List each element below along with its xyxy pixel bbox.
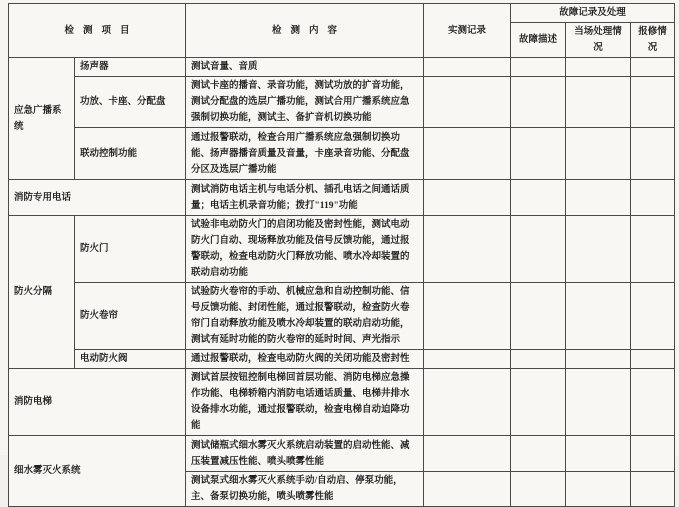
fault-desc-cell — [511, 216, 566, 283]
record-cell — [424, 216, 511, 283]
record-cell — [424, 283, 511, 350]
repair-cell — [631, 58, 675, 77]
record-cell — [424, 180, 511, 216]
item-cell: 联动控制功能 — [75, 128, 186, 180]
fault-desc-cell — [511, 369, 566, 436]
fault-desc-cell — [511, 58, 566, 77]
item-cell: 电动防火阀 — [75, 350, 186, 369]
content-cell: 试验非电动防火门的启闭功能及密封性能，测试电动防火门自动、现场释放功能及信号反馈功能，通过报警联动，检查电动防火门释放功能、喷水冷却装置的联动启动功能 — [186, 216, 424, 283]
onsite-cell — [566, 216, 631, 283]
fault-desc-cell — [511, 128, 566, 180]
onsite-cell — [566, 58, 631, 77]
repair-cell — [631, 128, 675, 180]
item-cell: 防火卷帘 — [75, 283, 186, 350]
header-onsite: 当场处理情况 — [566, 23, 631, 58]
inspection-table — [8, 3, 675, 507]
fault-desc-cell — [511, 436, 566, 472]
table-row — [9, 369, 675, 436]
onsite-cell — [566, 472, 631, 507]
system-cell-broadcast: 应急广播系统 — [9, 58, 75, 180]
fault-desc-cell — [511, 350, 566, 369]
system-cell-water-mist: 细水雾灭火系统 — [9, 436, 186, 507]
table-row — [9, 58, 675, 77]
header-content-col: 检测内容 — [186, 4, 424, 58]
record-cell — [424, 77, 511, 128]
repair-cell — [631, 436, 675, 472]
repair-cell — [631, 472, 675, 507]
header-repair: 报修情况 — [631, 23, 675, 58]
table-row — [9, 128, 675, 180]
item-cell: 防火门 — [75, 216, 186, 283]
table-row — [9, 180, 675, 216]
record-cell — [424, 472, 511, 507]
content-cell: 试验防火卷帘的手动、机械应急和自动控制功能、信号反馈功能、封闭性能，通过报警联动，检查防火卷帘门自动释放功能及喷水冷却装置的联动启动功能，测试有延时功能的防火卷帘的延时时间、声光指示 — [186, 283, 424, 350]
repair-cell — [631, 216, 675, 283]
content-cell: 测试泵式细水雾灭火系统手动/自动启、停泵功能，主、备泵切换功能，喷头喷雾性能 — [186, 472, 424, 507]
onsite-cell — [566, 350, 631, 369]
system-cell-fire-phone: 消防专用电话 — [9, 180, 186, 216]
record-cell — [424, 369, 511, 436]
repair-cell — [631, 77, 675, 128]
table-row — [9, 77, 675, 128]
repair-cell — [631, 283, 675, 350]
onsite-cell — [566, 283, 631, 350]
record-cell — [424, 436, 511, 472]
table-row — [9, 436, 675, 472]
onsite-cell — [566, 128, 631, 180]
fault-desc-cell — [511, 472, 566, 507]
table-row — [9, 283, 675, 350]
fault-desc-cell — [511, 283, 566, 350]
repair-cell — [631, 350, 675, 369]
onsite-cell — [566, 77, 631, 128]
record-cell — [424, 58, 511, 77]
header-fault-desc: 故障描述 — [511, 23, 566, 58]
content-cell: 测试首层按钮控制电梯回首层功能、消防电梯应急操作功能、电梯轿箱内消防电话通话质量、电梯井排水设备排水功能，通过报警联动，检查电梯自动迫降功能 — [186, 369, 424, 436]
onsite-cell — [566, 436, 631, 472]
content-cell: 通过报警联动，检查电动防火阀的关闭功能及密封性 — [186, 350, 424, 369]
content-cell: 测试音量、音质 — [186, 58, 424, 77]
system-cell-fire-elevator: 消防电梯 — [9, 369, 186, 436]
content-cell: 通过报警联动，检查合用广播系统应急强制切换功能、扬声器播音质量及音量，卡座录音功能、分配盘分区及选层广播功能 — [186, 128, 424, 180]
fault-desc-cell — [511, 180, 566, 216]
header-item-col: 检测项目 — [9, 4, 186, 58]
header-fault-group: 故障记录及处理 — [511, 4, 675, 23]
repair-cell — [631, 369, 675, 436]
header-record-col: 实测记录 — [424, 4, 511, 58]
record-cell — [424, 128, 511, 180]
record-cell — [424, 350, 511, 369]
item-cell: 功放、卡座、分配盘 — [75, 77, 186, 128]
onsite-cell — [566, 369, 631, 436]
content-cell: 测试卡座的播音、录音功能，测试功放的扩音功能，测试分配盘的选层广播功能，测试合用广播系统应急强制切换功能，测试主、备扩音机切换功能 — [186, 77, 424, 128]
system-cell-fire-separation: 防火分隔 — [9, 216, 75, 369]
onsite-cell — [566, 180, 631, 216]
content-cell: 测试消防电话主机与电话分机、插孔电话之间通话质量；电话主机录音功能；拨打"119"功能 — [186, 180, 424, 216]
content-cell: 测试储瓶式细水雾灭火系统启动装置的启动性能、减压装置减压性能、喷头喷雾性能 — [186, 436, 424, 472]
table-row — [9, 216, 675, 283]
header-row-1 — [9, 4, 675, 23]
fault-desc-cell — [511, 77, 566, 128]
table-row — [9, 350, 675, 369]
repair-cell — [631, 180, 675, 216]
item-cell: 扬声器 — [75, 58, 186, 77]
